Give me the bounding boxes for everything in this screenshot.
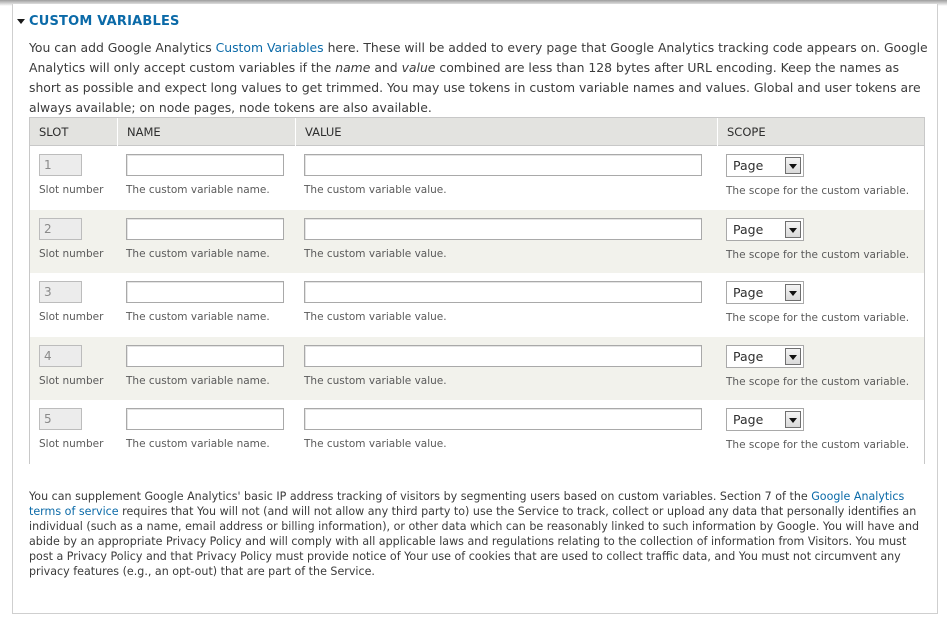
fieldset-toggle[interactable]	[17, 12, 180, 30]
terms-text: requires that You will not (and will not allow any third party to) use the Service to track, collect or upload any data that personally identifies an individual (such as a name, email address or billing information), or other data which can be reasonably linked to such information by Google. You will have and abide by an appropriate Privacy Policy and will comply with all applicable laws and regulations relating to the collection of information from Visitors. You must post a Privacy Policy and that Privacy Policy must provide notice of Your use of cookies that are used to collect traffic data, and You must not circumvent any privacy features (e.g., an opt-out) that are part of the Service.	[29, 505, 920, 578]
scope-help-text: The scope for the custom variable.	[726, 375, 910, 388]
scope-help-text: The scope for the custom variable.	[726, 439, 910, 452]
scope-selected-value: Page	[733, 221, 764, 237]
header-value: VALUE	[295, 118, 717, 146]
slot-help-text: Slot number	[39, 311, 104, 324]
header-slot: SLOT	[39, 125, 69, 139]
table-body	[30, 146, 924, 464]
custom-variables-fieldset	[12, 4, 938, 614]
description	[29, 38, 929, 118]
description-text: and	[370, 60, 402, 75]
description-text: You can add Google Analytics	[29, 40, 216, 55]
table-row	[30, 273, 924, 337]
scope-select[interactable]	[726, 154, 804, 177]
slot-number-field: 2	[39, 218, 82, 240]
custom-variable-name-input[interactable]	[126, 281, 284, 303]
scope-select[interactable]	[726, 345, 804, 368]
name-help-text: The custom variable name.	[126, 374, 270, 387]
dropdown-arrow-icon[interactable]	[785, 411, 801, 428]
table-row	[30, 146, 924, 210]
slot-number-field: 3	[39, 281, 82, 303]
header-scope: SCOPE	[717, 118, 924, 146]
header-name: NAME	[117, 118, 295, 146]
slot-number-field: 4	[39, 345, 82, 367]
terms-of-service-link[interactable]: Google Analytics terms of service	[29, 490, 905, 518]
table-row	[30, 210, 924, 274]
value-help-text: The custom variable value.	[304, 438, 447, 451]
custom-variable-value-input[interactable]	[304, 408, 702, 430]
dropdown-arrow-icon[interactable]	[785, 157, 801, 174]
custom-variables-link[interactable]: Custom Variables	[215, 40, 324, 55]
name-help-text: The custom variable name.	[126, 184, 270, 196]
slot-help-text: Slot number	[39, 438, 104, 451]
table-row	[30, 337, 924, 401]
custom-variable-value-input[interactable]	[304, 345, 702, 367]
description-text: combined are less than 128 bytes after URL encoding. Keep the names as short as possible and expect long values to get trimmed. You may use tokens in custom variable names and values. Global and user tokens are always available; on node pages, node tokens are also available.	[29, 60, 921, 115]
scope-select[interactable]	[726, 408, 804, 431]
dropdown-arrow-icon[interactable]	[785, 348, 801, 365]
custom-variable-name-input[interactable]	[126, 154, 284, 176]
slot-number-field: 5	[39, 408, 82, 430]
scope-help-text: The scope for the custom variable.	[726, 312, 910, 325]
value-help-text: The custom variable value.	[304, 311, 447, 324]
custom-variable-value-input[interactable]	[304, 154, 702, 176]
name-help-text: The custom variable name.	[126, 311, 270, 324]
custom-variable-name-input[interactable]	[126, 218, 284, 240]
scope-help-text: The scope for the custom variable.	[726, 248, 910, 261]
value-emphasis: value	[401, 60, 436, 75]
value-help-text: The custom variable value.	[304, 184, 447, 196]
scope-selected-value: Page	[733, 348, 764, 364]
custom-variable-name-input[interactable]	[126, 345, 284, 367]
name-help-text: The custom variable name.	[126, 438, 270, 451]
value-help-text: The custom variable value.	[304, 247, 447, 260]
description-text: here. These will be added to every page that Google Analytics tracking code appears on. Google Analytics will only accept custom variables if the	[29, 40, 928, 75]
collapse-arrow-icon	[17, 19, 25, 24]
scope-help-text: The scope for the custom variable.	[726, 185, 910, 197]
dropdown-arrow-icon[interactable]	[785, 221, 801, 238]
custom-variables-table	[29, 117, 925, 464]
slot-help-text: Slot number	[39, 184, 104, 196]
fieldset-title: CUSTOM VARIABLES	[29, 13, 180, 29]
name-help-text: The custom variable name.	[126, 247, 270, 260]
scope-selected-value: Page	[733, 285, 764, 301]
table-header	[30, 118, 924, 146]
name-emphasis: name	[335, 60, 371, 75]
custom-variable-value-input[interactable]	[304, 281, 702, 303]
scope-select[interactable]	[726, 218, 804, 241]
slot-help-text: Slot number	[39, 247, 104, 260]
value-help-text: The custom variable value.	[304, 374, 447, 387]
terms-text: You can supplement Google Analytics' basic IP address tracking of visitors by segmenting users based on custom variables. Section 7 of the	[29, 490, 812, 503]
scope-select[interactable]	[726, 281, 804, 304]
slot-help-text: Slot number	[39, 374, 104, 387]
terms-notice	[29, 489, 924, 579]
custom-variable-name-input[interactable]	[126, 408, 284, 430]
slot-number-field: 1	[39, 154, 82, 176]
scope-selected-value: Page	[733, 412, 764, 428]
custom-variable-value-input[interactable]	[304, 218, 702, 240]
dropdown-arrow-icon[interactable]	[785, 284, 801, 301]
table-row	[30, 400, 924, 464]
scope-selected-value: Page	[733, 158, 764, 173]
